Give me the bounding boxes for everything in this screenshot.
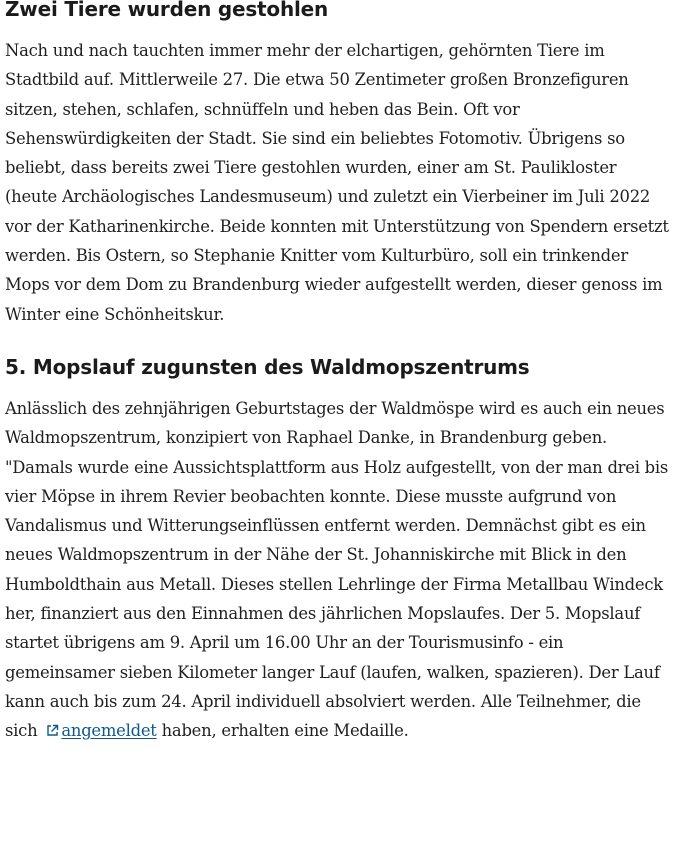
section-heading-mopslauf: 5. Mopslauf zugunsten des Waldmopszentrums (5, 354, 530, 379)
external-link-icon (46, 724, 59, 737)
section-paragraph-stolen-animals: Nach und nach tauchten immer mehr der elchartigen, gehörnten Tiere im Stadtbild auf. Mittlerweile 27. Die etwa 50 Zentimeter großen Bronzefiguren sitzen, stehen, schlafen, schnüffeln und heben das Bein. Oft vor Sehenswürdigkeiten der Stadt. Sie sind ein beliebtes Fotomotiv. Übrigens so beliebt, dass bereits zwei Tiere gestohlen wurden, einer am St. Paulikloster (heute Archäologisches Landesmuseum) und zuletzt ein Vierbeiner im Juli 2022 vor der Katharinenkirche. Beide konnten mit Unterstützung von Spendern ersetzt werden. Bis Ostern, so Stephanie Knitter vom Kulturbüro, soll ein trinkender Mops vor dem Dom zu Brandenburg wieder aufgestellt werden, dieser genoss im Winter eine Schönheitskur. (5, 41, 669, 324)
registration-link[interactable] (42, 721, 156, 740)
paragraph-text-before-link: Anlässlich des zehnjährigen Geburtstages der Waldmöspe wird es auch ein neues Waldmopszentrum, konzipiert von Raphael Danke, in Brandenburg geben. "Damals wurde eine Aussichtsplattform aus Holz aufgestellt, von der man drei bis vier Möpse in ihrem Revier beobachten konnte. Diese musste aufgrund von Vandalismus und Witterungseinflüssen entfernt werden. Demnächst gibt es ein neues Waldmopszentrum in der Nähe der St. Johanniskirche mit Blick in den Humboldthain aus Metall. Dieses stellen Lehrlinge der Firma Metallbau Windeck her, finanziert aus den Einnahmen des jährlichen Mopslaufes. Der 5. Mopslauf startet übrigens am 9. April um 16.00 Uhr an der Tourismusinfo - ein gemeinsamer sieben Kilometer langer Lauf (laufen, walken, spazieren). Der Lauf kann auch bis zum 24. April individuell absolviert werden. Alle Teilnehmer, die sich (5, 398, 669, 741)
article-body (5, 0, 670, 746)
section-heading-stolen-animals: Zwei Tiere wurden gestohlen (5, 0, 329, 21)
paragraph-text-after-link: haben, erhalten eine Medaille. (156, 721, 409, 741)
section-paragraph-mopslauf (5, 394, 670, 746)
registration-link-label: angemeldet (61, 721, 157, 741)
